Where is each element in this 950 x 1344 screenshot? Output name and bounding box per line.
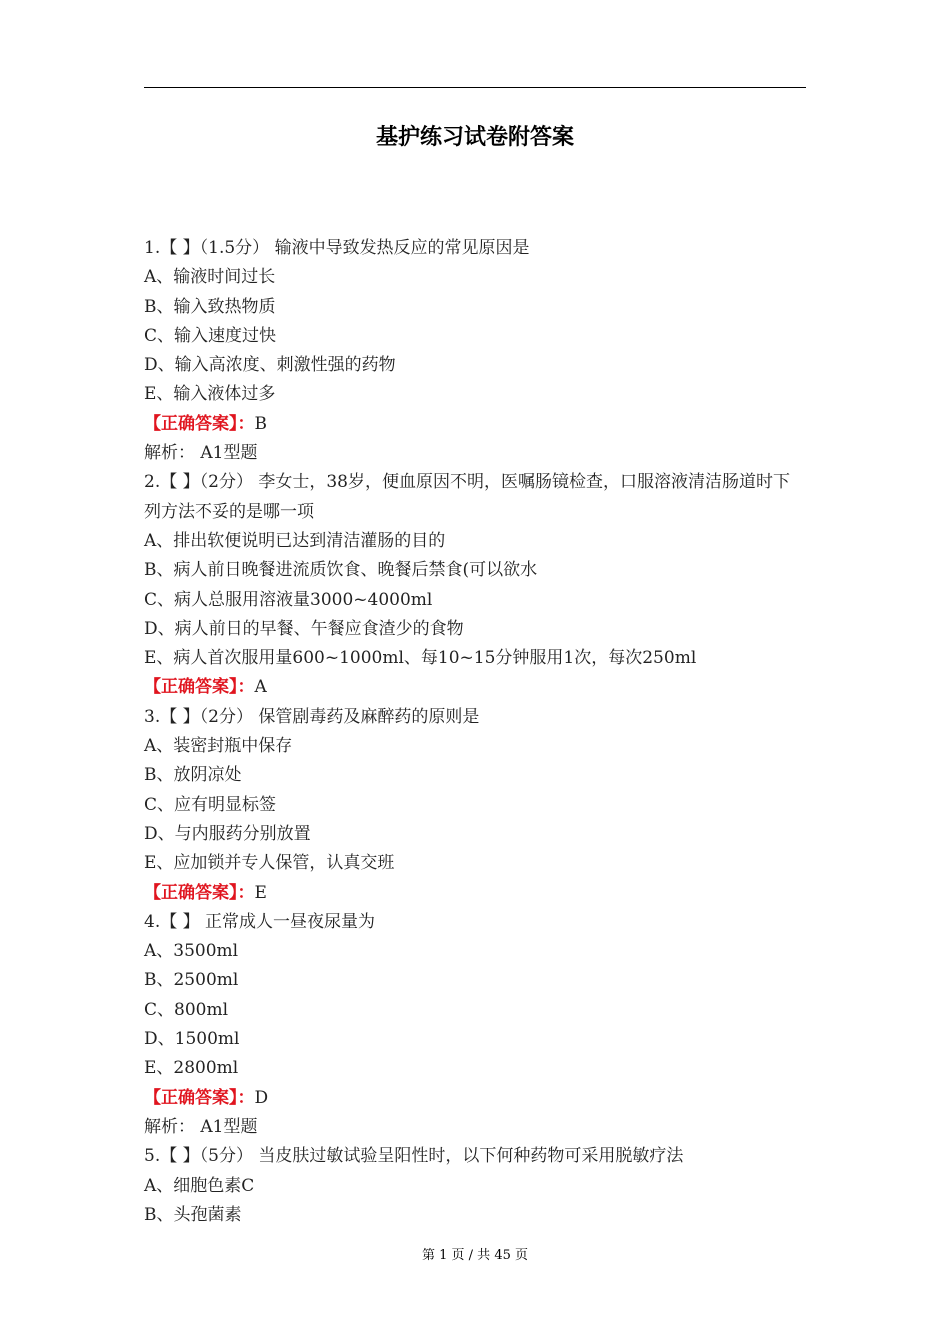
answer-option: B、头孢菌素	[144, 1204, 242, 1225]
correct-answer	[144, 879, 806, 908]
answer-option: B、病人前日晚餐进流质饮食、晚餐后禁食(可以欲水	[144, 560, 538, 581]
answer-option: C、病人总服用溶液量3000~4000ml	[144, 589, 433, 610]
question-stem: 2.【 】（2分） 李女士，38岁，便血原因不明，医嘱肠镜检查，口服溶液清洁肠道时下列方法不妥的是哪一项	[144, 472, 790, 522]
answer-option: D、1500ml	[144, 1029, 240, 1050]
correct-answer	[144, 1084, 806, 1113]
question-stem: 1.【 】（1.5分） 输液中导致发热反应的常见原因是	[144, 238, 530, 258]
correct-answer-value: A	[254, 677, 267, 698]
header-rule	[144, 87, 806, 88]
question-stem: 5.【 】（5分） 当皮肤过敏试验呈阳性时，以下何种药物可采用脱敏疗法	[144, 1146, 684, 1167]
answer-option: E、应加锁并专人保管，认真交班	[144, 853, 395, 874]
correct-answer-label: 【正确答案】：	[144, 882, 255, 903]
document-title: 基护练习试卷附答案	[375, 125, 574, 150]
answer-option: C、800ml	[144, 999, 229, 1020]
question-block	[144, 1142, 806, 1230]
question-block	[144, 703, 806, 908]
question-stem: 4.【 】 正常成人一昼夜尿量为	[144, 911, 376, 932]
answer-option: A、细胞色素C	[144, 1175, 255, 1196]
answer-option: E、输入液体过多	[144, 384, 276, 405]
answer-option: C、应有明显标签	[144, 794, 277, 815]
answer-option: D、与内服药分别放置	[144, 823, 311, 844]
correct-answer	[144, 410, 806, 439]
correct-answer-label: 【正确答案】：	[144, 1087, 255, 1108]
question-block	[144, 468, 806, 702]
correct-answer-label: 【正确答案】：	[144, 413, 255, 434]
answer-option: D、病人前日的早餐、午餐应食渣少的食物	[144, 618, 464, 639]
question-block	[144, 908, 806, 1142]
analysis-text: 解析： A1型题	[144, 1116, 258, 1137]
correct-answer	[144, 673, 806, 702]
answer-option: A、排出软便说明已达到清洁灌肠的目的	[144, 530, 446, 551]
correct-answer-value: E	[254, 882, 267, 903]
correct-answer-label: 【正确答案】：	[144, 677, 255, 698]
answer-option: C、输入速度过快	[144, 325, 277, 346]
question-stem: 3.【 】（2分） 保管剧毒药及麻醉药的原则是	[144, 706, 480, 727]
answer-option: B、2500ml	[144, 970, 239, 991]
answer-option: A、3500ml	[144, 941, 239, 962]
answer-option: A、装密封瓶中保存	[144, 736, 293, 757]
question-list	[144, 234, 806, 1230]
page-footer: 第 1 页 / 共 45 页	[422, 1248, 528, 1263]
answer-option: E、病人首次服用量600~1000ml、每10~15分钟服用1次，每次250ml	[144, 648, 697, 669]
answer-option: B、放阴凉处	[144, 765, 242, 786]
correct-answer-value: D	[254, 1087, 269, 1108]
question-block	[144, 234, 806, 468]
answer-option: B、输入致热物质	[144, 296, 276, 317]
analysis-text: 解析： A1型题	[144, 443, 258, 464]
correct-answer-value: B	[254, 413, 267, 434]
answer-option: E、2800ml	[144, 1058, 239, 1079]
answer-option: D、输入高浓度、刺激性强的药物	[144, 355, 396, 376]
answer-option: A、输液时间过长	[144, 267, 276, 288]
